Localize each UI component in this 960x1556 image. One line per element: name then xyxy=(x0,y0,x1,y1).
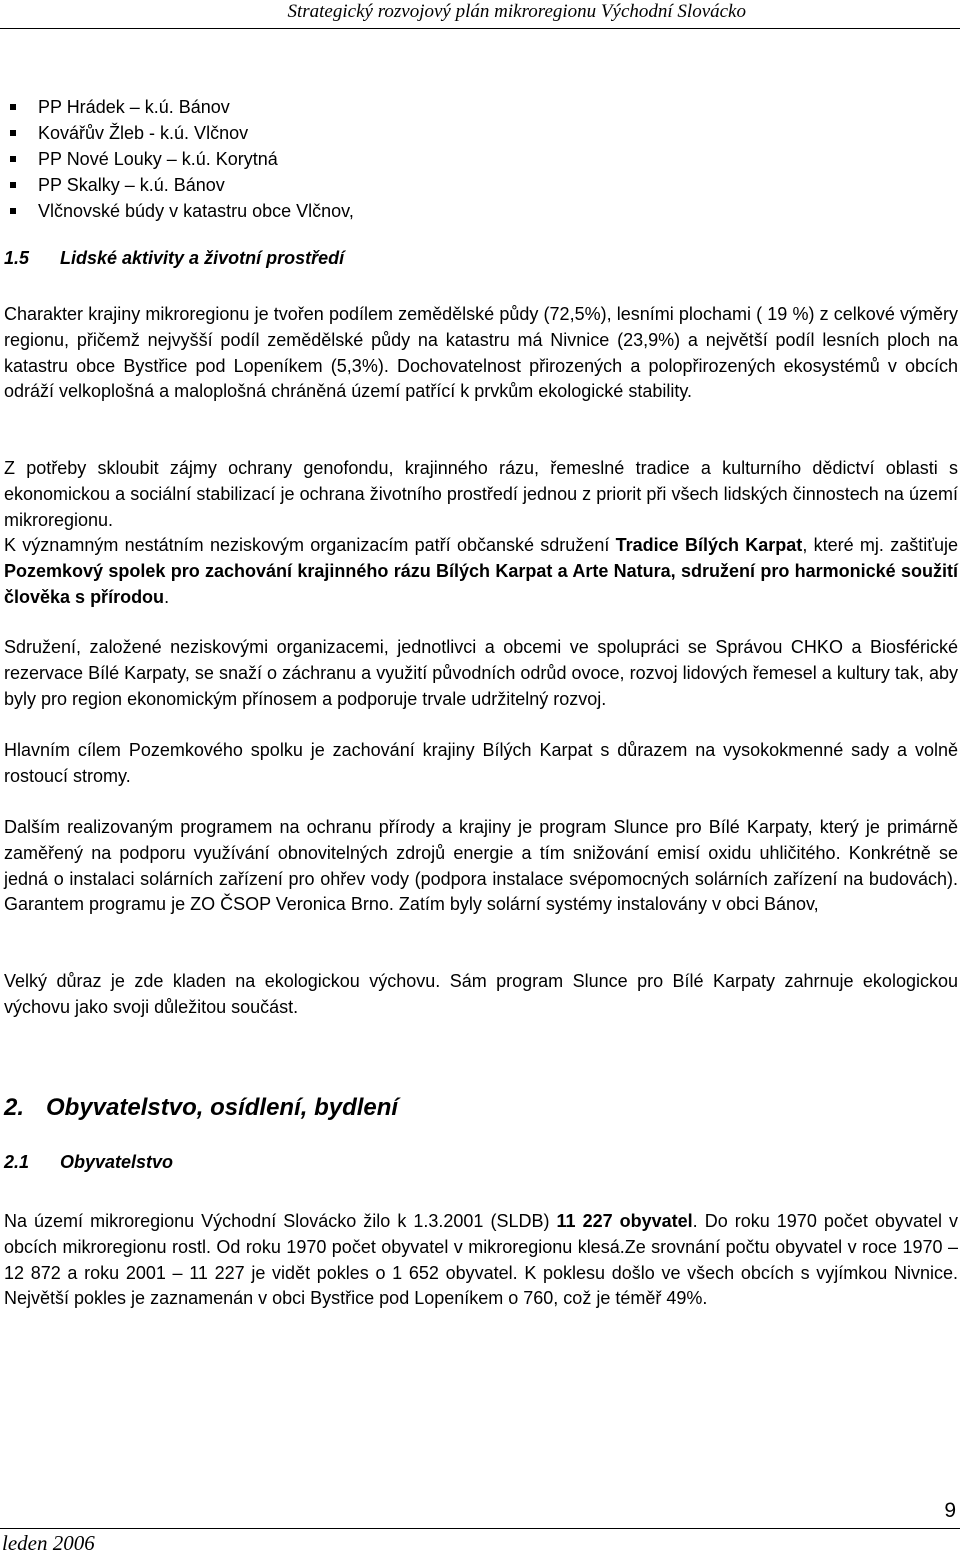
population-count: 11 227 obyvatel xyxy=(556,1211,693,1231)
org-name: Tradice Bílých Karpat xyxy=(615,535,803,555)
section-heading-2 xyxy=(4,1094,398,1122)
protected-areas-list xyxy=(8,94,354,224)
document-title: Strategický rozvojový plán mikroregionu Východní Slovácko xyxy=(287,1,746,22)
page-number: 9 xyxy=(944,1499,956,1522)
paragraph-landscape: Charakter krajiny mikroregionu je tvořen podílem zemědělské půdy (72,5%), lesními plochami ( 19 %) z celkové výměry regionu, přičemž nejvyšší podíl zemědělské půdy na katastru má Nivnice (23,9%) a největší podíl lesních ploch na katastru obce Bystřice pod Lopeníkem (5,3%). Dochovatelnost přirozených a polopřirozených ekosystémů v obcích odráží velkoplošná a maloplošná chráněná území patřící k prvkům ekologické stability. xyxy=(4,304,958,402)
footer-date: leden 2006 xyxy=(2,1531,95,1555)
square-bullet-icon xyxy=(10,182,16,188)
org-name: Pozemkový spolek pro zachování krajinného rázu Bílých Karpat a Arte Natura, sdružení pro harmonické soužití člověka s přírodou xyxy=(4,560,958,607)
list-item: Vlčnovské búdy v katastru obce Vlčnov, xyxy=(8,198,354,224)
section-number: 2. xyxy=(4,1094,25,1121)
section-title: Lidské aktivity a životní prostředí xyxy=(60,248,345,268)
paragraph-organizations: K významným nestátním neziskovým organizacím patří občanské sdružení Tradice Bílých Karpat, které mj. zaštiťuje Pozemkový spolek pro zachování krajinného rázu Bílých Karpat a Arte Natura, sdružení pro harmonické soužití člověka s přírodou. xyxy=(4,535,958,607)
paragraph-eco-education: Velký důraz je zde kladen na ekologickou výchovu. Sám program Slunce pro Bílé Karpaty zahrnuje ekologickou výchovu jako svoji důležitou součást. xyxy=(4,971,958,1017)
square-bullet-icon xyxy=(10,208,16,214)
list-item: Kovářův Žleb - k.ú. Vlčnov xyxy=(8,120,354,146)
square-bullet-icon xyxy=(10,156,16,162)
page-footer xyxy=(0,1499,960,1555)
section-title: Obyvatelstvo, osídlení, bydlení xyxy=(46,1094,399,1121)
section-heading-2-1 xyxy=(4,1152,173,1173)
paragraph-priorities: Z potřeby skloubit zájmy ochrany genofondu, krajinného rázu, řemeslné tradice a kulturního dědictví oblasti s ekonomickou a sociální stabilizací je ochrana životního prostředí jednou z priorit při všech lidských činnostech na území mikroregionu. xyxy=(4,458,958,530)
paragraph-population: Na území mikroregionu Východní Slovácko žilo k 1.3.2001 (SLDB) 11 227 obyvatel. Do roku 1970 počet obyvatel v obcích mikroregionu rostl. Od roku 1970 počet obyvatel v mikroregionu klesá.Ze srovnání počtu obyvatel v roce 1970 – 12 872 a roku 2001 – 11 227 je vidět pokles o 1 652 obyvatel. K poklesu došlo ve všech obcích s vyjímkou Nivnice. Největší pokles je zaznamenán v obci Bystřice pod Lopeníkem o 760, což je téměř 49%. xyxy=(4,1211,958,1309)
square-bullet-icon xyxy=(10,130,16,136)
paragraph-sun-program: Dalším realizovaným programem na ochranu přírody a krajiny je program Slunce pro Bílé Karpaty, který je primárně zaměřený na podporu využívání obnovitelných zdrojů energie a tím snižování emisí oxidu uhličitého. Konkrétně se jedná o instalaci solárních zařízení pro ohřev vody (podpora instalace svépomocných solárních zařízení na budovách). Garantem programu je ZO ČSOP Veronica Brno. Zatím byly solární systémy instalovány v obci Bánov, xyxy=(4,817,958,915)
section-number: 1.5 xyxy=(4,248,30,268)
section-title: Obyvatelstvo xyxy=(60,1152,174,1172)
page-header xyxy=(0,0,960,29)
square-bullet-icon xyxy=(10,104,16,110)
list-item: PP Skalky – k.ú. Bánov xyxy=(8,172,354,198)
paragraph-main-goal: Hlavním cílem Pozemkového spolku je zachování krajiny Bílých Karpat s důrazem na vysokokmenné sady a volně rostoucí stromy. xyxy=(4,740,958,786)
section-number: 2.1 xyxy=(4,1152,30,1172)
section-heading-1-5 xyxy=(4,248,344,269)
list-item: PP Nové Louky – k.ú. Korytná xyxy=(8,146,354,172)
list-item: PP Hrádek – k.ú. Bánov xyxy=(8,94,354,120)
paragraph-association: Sdružení, založené neziskovými organizacemi, jednotlivci a obcemi ve spolupráci se Správou CHKO a Biosférické rezervace Bílé Karpaty, se snaží o záchranu a využití původních odrůd ovoce, rozvoj lidových řemesel a kultury tak, aby byly pro region ekonomickým přínosem a podporuje trvale udržitelný rozvoj. xyxy=(4,637,958,709)
